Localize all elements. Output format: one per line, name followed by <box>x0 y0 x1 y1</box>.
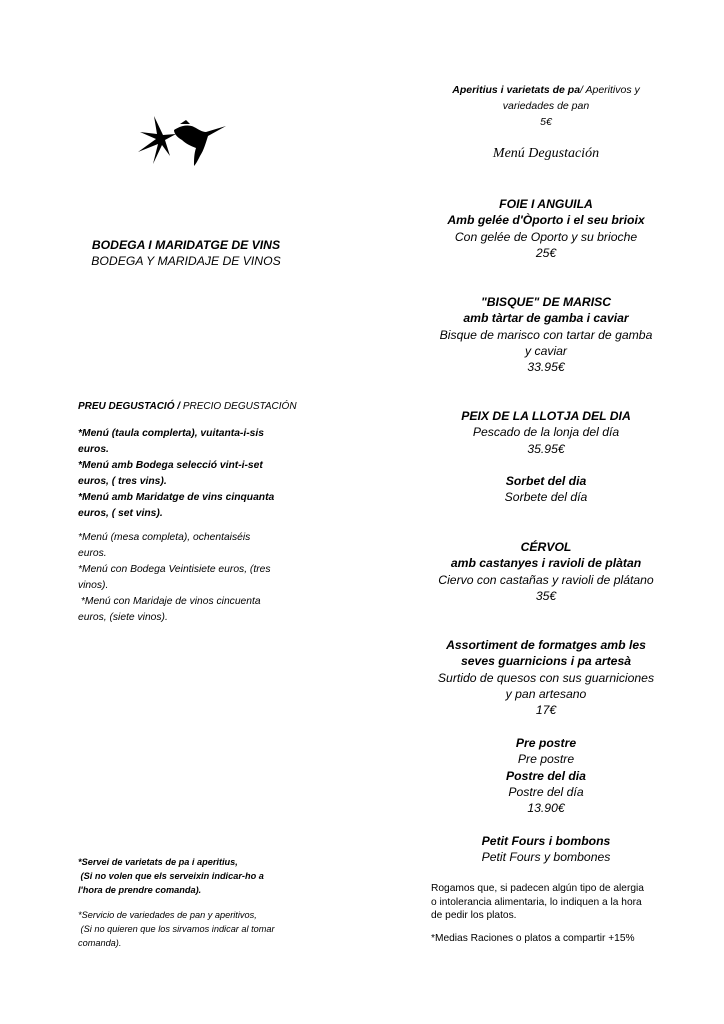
price-line: *Menú amb Bodega selecció vint-i-set <box>78 460 263 471</box>
price-heading <box>78 400 310 414</box>
aperitius-section <box>400 82 692 130</box>
service-line: (Si no quieren que los sirvamos indicar al tomar <box>78 924 275 934</box>
dish-postre <box>400 735 692 816</box>
price-line: euros, (siete vinos). <box>78 612 168 623</box>
service-line: comanda). <box>78 938 122 948</box>
service-note-cat <box>78 855 310 897</box>
dish-name: seves guarnicions i pa artesà <box>460 654 632 669</box>
dish-name: Assortiment de formatges amb les <box>446 638 646 652</box>
dish-desc-cat: Amb gelée d'Òporto i el seu brioix <box>447 213 645 228</box>
price-list-cat <box>78 426 310 522</box>
dish-desc-es: Surtido de quesos con sus guarniciones <box>437 670 655 685</box>
price-line: euros, ( set vins). <box>78 508 163 519</box>
dish-bisque <box>400 294 692 375</box>
dish-cervol <box>400 539 692 604</box>
price-heading-es: PRECIO DEGUSTACIÓN <box>182 401 297 412</box>
dish-name: PEIX DE LA LLOTJA DEL DIA <box>461 409 631 423</box>
dish-foie <box>400 196 692 261</box>
allergy-line: Rogamos que, si padecen algún tipo de alergia <box>431 883 644 894</box>
dish-price: 33.95€ <box>527 360 565 375</box>
dish-desc-es: Bisque de marisco con tartar de gamba <box>439 327 653 342</box>
service-note-es <box>78 908 310 950</box>
allergy-line: o intolerancia alimentaria, lo indiquen a la hora <box>431 896 642 908</box>
dish-price: 35.95€ <box>527 441 565 456</box>
service-line: (Si no volen que els serveixin indicar-ho a <box>78 871 264 881</box>
price-line: *Menú amb Maridatge de vins cinquanta <box>78 492 275 503</box>
dish-name: FOIE I ANGUILA <box>499 197 593 211</box>
dish-sorbet <box>400 473 692 506</box>
dish-desc-es: Pescado de la lonja del día <box>472 425 620 440</box>
hummingbird-logo-icon <box>136 112 228 168</box>
dish-peix <box>400 408 692 457</box>
price-line: vinos). <box>78 580 109 591</box>
dish-desc-es: Pre postre <box>517 752 575 767</box>
dish-desc-es: Postre del día <box>508 784 584 799</box>
dish-desc-es: y pan artesano <box>505 686 587 701</box>
dish-name: Pre postre <box>515 736 577 750</box>
bodega-title-cat: BODEGA I MARIDATGE DE VINS <box>91 238 281 252</box>
aperitius-es-line2: variedades de pan <box>502 100 590 112</box>
price-line: *Menú (mesa completa), ochentaiséis <box>78 532 251 543</box>
menu-title: Menú Degustación <box>492 146 600 161</box>
service-line: *Servicio de variedades de pan y aperitivos, <box>78 910 257 920</box>
dish-name: Petit Fours i bombons <box>481 834 611 848</box>
price-line: euros. <box>78 548 107 559</box>
allergy-note <box>431 882 693 923</box>
dish-name: CÉRVOL <box>520 540 572 554</box>
dish-name: "BISQUE" DE MARISC <box>480 295 612 309</box>
price-line: *Menú con Maridaje de vinos cincuenta <box>78 596 261 607</box>
dish-desc-cat: amb castanyes i ravioli de plàtan <box>450 556 642 571</box>
bodega-section <box>62 237 310 269</box>
dish-price: 35€ <box>535 588 557 603</box>
dish-petit-fours <box>400 833 692 866</box>
service-line: l'hora de prendre comanda). <box>78 885 202 895</box>
service-line: *Servei de varietats de pa i aperitius, <box>78 857 238 867</box>
dish-formatges <box>400 637 692 718</box>
price-line: euros. <box>78 444 109 455</box>
aperitius-cat: Aperitius i varietats de pa <box>452 84 581 96</box>
dish-desc-es: Con gelée de Oporto y su brioche <box>454 229 638 244</box>
bodega-title-es: BODEGA Y MARIDAJE DE VINOS <box>91 254 281 268</box>
dish-price: 13.90€ <box>527 801 565 816</box>
dish-desc-cat: amb tàrtar de gamba i caviar <box>463 311 629 326</box>
dish-name: Sorbet del dia <box>505 474 587 488</box>
half-portions-note: *Medias Raciones o platos a compartir +15% <box>431 933 635 944</box>
price-heading-cat: PREU DEGUSTACIÓ / <box>78 401 183 412</box>
price-line: *Menú con Bodega Veintisiete euros, (tres <box>78 564 271 575</box>
dish-price: 25€ <box>535 245 557 260</box>
price-list-es <box>78 530 310 626</box>
price-line: euros, ( tres vins). <box>78 476 167 487</box>
dish-desc-es: Ciervo con castañas y ravioli de plátano <box>438 572 654 587</box>
dish-desc-es: Sorbete del día <box>504 490 588 505</box>
dish-name: Postre del dia <box>506 768 586 783</box>
price-line: *Menú (taula complerta), vuitanta-i-sis <box>78 428 264 439</box>
dish-price: 17€ <box>535 703 557 718</box>
aperitius-es: / Aperitivos y <box>580 84 640 96</box>
dish-desc-es: Petit Fours y bombones <box>481 850 611 865</box>
dish-desc-es: y caviar <box>525 343 567 358</box>
allergy-line: de pedir los platos. <box>431 910 517 921</box>
aperitius-price: 5€ <box>540 116 552 128</box>
